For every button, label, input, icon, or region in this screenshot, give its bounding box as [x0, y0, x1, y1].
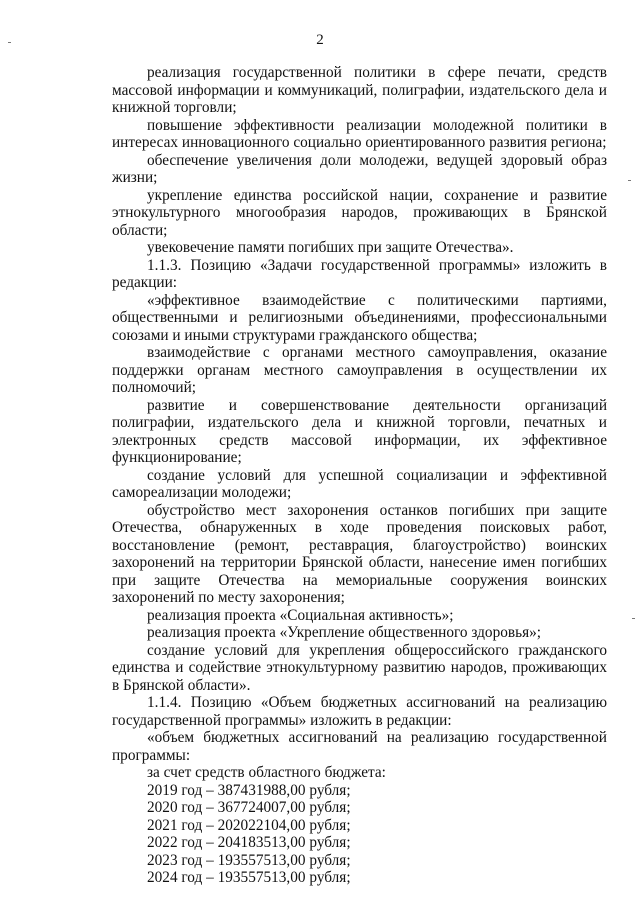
paragraph: обеспечение увеличения доли молодежи, ведущей здоровый образ жизни;: [112, 151, 607, 186]
paragraph: увековечение памяти погибших при защите Отечества».: [147, 239, 514, 256]
funding-line: 2020 год – 367724007,00 рубля;: [147, 799, 351, 816]
paragraph: создание условий для укрепления общероссийского гражданского единства и содействие этнокультурному развитию народов, проживающих в Брянской области».: [112, 641, 607, 694]
scan-mark: [632, 618, 635, 619]
paragraph: реализация проекта «Укрепление общественного здоровья»;: [147, 624, 541, 641]
page-number: 2: [316, 32, 324, 48]
paragraph: реализация государственной политики в сфере печати, средств массовой информации и коммуникаций, полиграфии, издательского дела и книжной торговли;: [112, 64, 607, 116]
funding-line: 2024 год – 193557513,00 рубля;: [147, 869, 351, 886]
funding-line: 2019 год – 387431988,00 рубля;: [147, 781, 351, 799]
paragraph: 1.1.4. Позицию «Объем бюджетных ассигнований на реализацию государственной программы» изложить в редакции:: [112, 694, 607, 729]
paragraph: «эффективное взаимодействие с политическими партиями, общественными и религиозными объединениями, профессиональными союзами и иными структурами гражданского общества;: [112, 291, 607, 344]
paragraph: взаимодействие с органами местного самоуправления, оказание поддержки органам местного самоуправления в осуществлении их полномочий;: [112, 344, 607, 396]
funding-line: 2022 год – 204183513,00 рубля;: [147, 834, 351, 851]
paragraph: реализация проекта «Социальная активность»;: [147, 606, 454, 624]
funding-line: 2021 год – 202022104,00 рубля;: [147, 816, 351, 834]
paragraph: развитие и совершенствование деятельности организаций полиграфии, издательского дела и книжной торговли, печатных и электронных средств массовой информации, их эффективное функционирование;: [112, 396, 607, 466]
paragraph: «объем бюджетных ассигнований на реализацию государственной программы:: [112, 729, 607, 764]
funding-intro: за счет средств областного бюджета:: [147, 764, 386, 781]
paragraph: повышение эффективности реализации молодежной политики в интересах инновационного социально ориентированного развития региона;: [112, 116, 607, 151]
paragraph: укрепление единства российской нации, сохранение и развитие этнокультурного многообразия народов, проживающих в Брянской области;: [112, 186, 607, 239]
paragraph: обустройство мест захоронения останков погибших при защите Отечества, обнаруженных в ходе проведения поисковых работ, восстановление (ремонт, реставрация, благоустройство) воинских захоронений на территории Брянской области, нанесение имен погибших при защите Отечества на мемориальные сооружения воинских захоронений по месту захоронения;: [112, 501, 607, 606]
document-body: [112, 64, 607, 887]
scan-mark: [628, 180, 631, 181]
funding-line: 2023 год – 193557513,00 рубля;: [147, 851, 351, 869]
scan-mark: [8, 42, 11, 43]
paragraph: 1.1.3. Позицию «Задачи государственной программы» изложить в редакции:: [112, 256, 607, 291]
paragraph: создание условий для успешной социализации и эффективной самореализации молодежи;: [112, 466, 607, 501]
